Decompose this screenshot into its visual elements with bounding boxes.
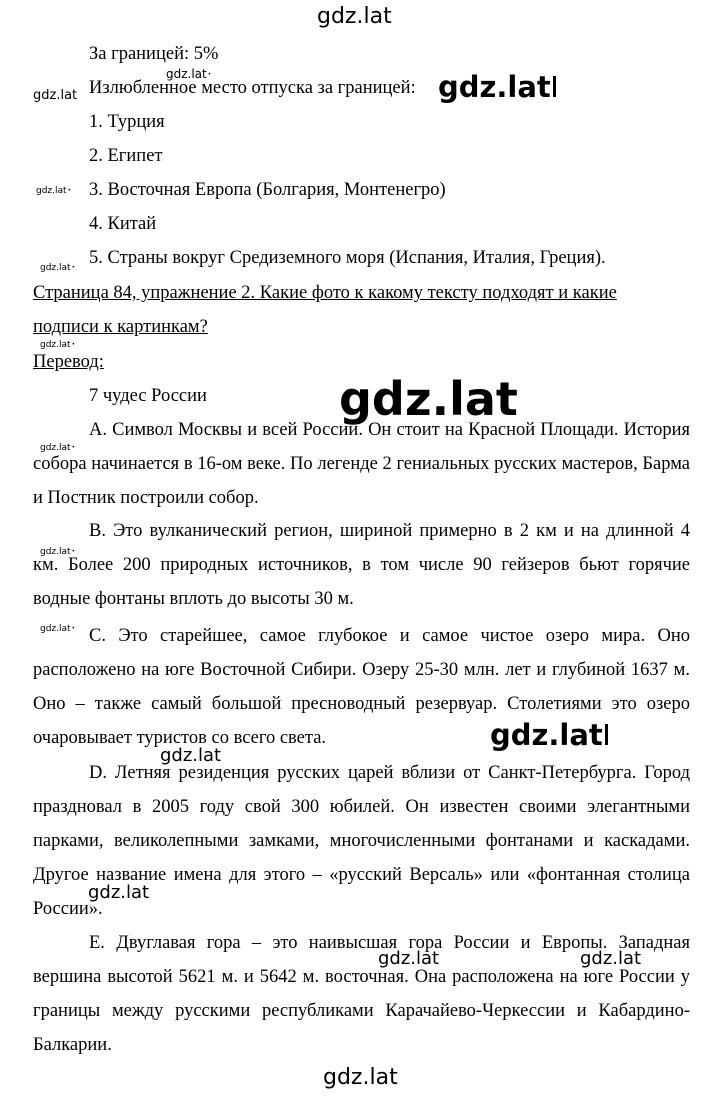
watermark-bottom: gdz.lat (323, 1065, 398, 1090)
list-item: 5. Страны вокруг Средиземного моря (Испания, Италия, Греция). (89, 248, 606, 268)
paragraph-c: C. Это старейшее, самое глубокое и самое чистое озеро мира. Оно расположено на юге Восточной Сибири. Озеру 25-30 млн. лет и глубиной 1637 м. Оно – также самый большой пресноводный резервуар. Столетиями это озеро очаровывает туристов со всего света. (33, 626, 690, 748)
list-item: 2. Египет (89, 146, 163, 166)
paragraph-d: D. Летняя резиденция русских царей вблизи от Санкт-Петербурга. Город праздновал в 2005 году свой 300 юбилей. Он известен своими элегантными парками, великолепными замками, многочисленными фонтанами и каскадами. Другое название имена для этого – «русский Версаль» или «фонтанная столица России». (33, 763, 690, 919)
paragraph-b: B. Это вулканический регион, шириной примерно в 2 км и на длинной 4 км. Более 200 природных источников, в том числе 90 гейзеров бьют горячие водные фонтаны вплоть до высоты 30 м. (33, 521, 690, 609)
exercise-heading-line1: Страница 84, упражнение 2. Какие фото к какому тексту подходят и какие (33, 283, 617, 303)
watermark-top: gdz.lat (317, 4, 392, 29)
watermark-small: gdz.lat (33, 88, 78, 103)
exercise-heading (33, 276, 690, 344)
watermark-tiny: gdz.lat • (40, 444, 75, 453)
watermark-tiny: gdz.lat • (40, 548, 75, 557)
watermark-tiny: gdz.lat • (40, 341, 75, 350)
watermark-medium: gdz.lat (160, 745, 222, 766)
exercise-heading-line2: подписи к картинкам? (33, 317, 208, 337)
watermark-tiny: gdz.lat • (40, 625, 75, 634)
list-item: 1. Турция (89, 112, 165, 132)
translation-label: Перевод: (33, 352, 104, 372)
list-item: 4. Китай (89, 214, 157, 234)
watermark-big (438, 70, 556, 104)
watermark-big-text: gdz.lat (438, 70, 551, 104)
paragraph-e: E. Двуглавая гора – это наивысшая гора России и Европы. Западная вершина высотой 5621 м. и 5642 м. восточная. Она расположена на юге России у границы между русскими республиками Карачайево-Черкессии и Кабардино-Балкарии. (33, 933, 690, 1055)
section-title: 7 чудес России (89, 386, 207, 406)
abroad-share-line: За границей: 5% (89, 44, 219, 64)
watermark-medium: gdz.lat (580, 948, 642, 969)
list-item: 3. Восточная Европа (Болгария, Монтенегро) (89, 180, 446, 200)
paragraph-a: A. Символ Москвы и всей России. Он стоит на Красной Площади. История собора начинается в 16-ом веке. По легенде 2 гениальных русских мастеров, Барма и Постник построили собор. (33, 420, 690, 508)
watermark-huge: gdz.lat (339, 372, 518, 426)
watermark-big-text: gdz.lat (490, 718, 603, 752)
watermark-bar-icon (553, 76, 556, 97)
watermark-tiny: gdz.lat • (40, 264, 75, 273)
watermark-medium: gdz.lat (88, 882, 150, 903)
favorite-destination-heading: Излюбленное место отпуска за границей: (89, 78, 416, 98)
watermark-tiny: gdz.lat • (166, 68, 211, 80)
watermark-medium: gdz.lat (378, 948, 440, 969)
watermark-tiny: gdz.lat • (36, 187, 71, 196)
